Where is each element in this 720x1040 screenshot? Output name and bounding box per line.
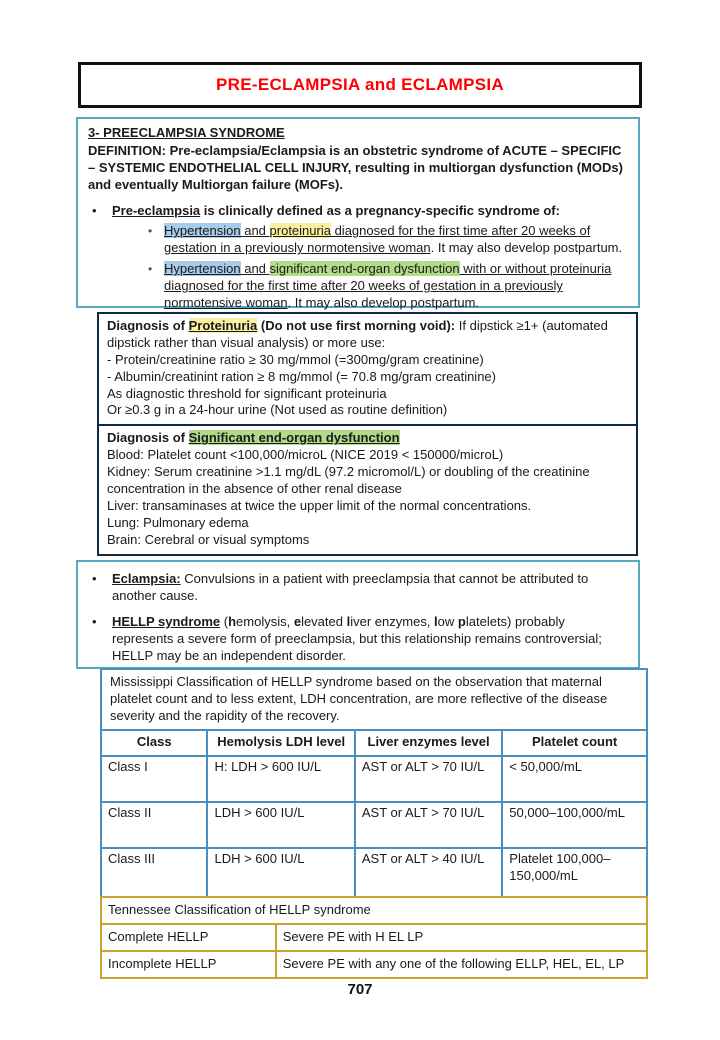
proteinuria-line: Or ≥0.3 g in a 24-hour urine (Not used as routine definition)	[107, 402, 448, 418]
table-cell: Platelet 100,000–150,000/mL	[502, 848, 647, 897]
table-cell: Class III	[101, 848, 207, 897]
proteinuria-heading: Diagnosis of Proteinuria (Do not use first morning void): If dipstick ≥1+ (automated dipstick rather than visual analysis) or more use:	[107, 318, 608, 350]
sub-bullet-hypertension-proteinuria-text: Hypertension and proteinuria diagnosed for the first time after 20 weeks of gestation in a previously normotensive woman. It may also develop postpartum.	[164, 223, 623, 256]
end-organ-diagnosis-box	[97, 426, 638, 555]
diagnosis-boxes	[97, 312, 638, 556]
tennessee-classification-table	[100, 896, 648, 979]
table-cell: LDH > 600 IU/L	[207, 848, 354, 897]
table-row-incomplete-hellp	[101, 951, 647, 978]
proteinuria-line: - Albumin/creatinint ration ≥ 8 mg/mmol (= 70.8 mg/gram creatinine)	[107, 368, 496, 384]
mississippi-section	[100, 668, 648, 979]
proteinuria-line: - Protein/creatinine ratio ≥ 30 mg/mmol (=300mg/gram creatinine)	[107, 351, 484, 367]
table-cell: AST or ALT > 40 IU/L	[355, 848, 502, 897]
end-organ-line-blood: Blood: Platelet count <100,000/microL (NICE 2019 < 150000/microL)	[107, 447, 504, 463]
end-organ-line-lung: Lung: Pulmonary edema	[107, 514, 249, 530]
bullet-hellp-syndrome	[88, 614, 628, 665]
proteinuria-line: As diagnostic threshold for significant proteinuria	[107, 385, 387, 401]
table-header-row	[101, 730, 647, 756]
header-hemolysis: Hemolysis LDH level	[207, 730, 354, 756]
bullet-icon: •	[92, 613, 97, 629]
sub-bullet-hypertension-endorgan	[144, 261, 628, 312]
page-number: 707	[347, 981, 373, 998]
tennessee-title-row	[101, 897, 647, 924]
header-liver-enzymes: Liver enzymes level	[355, 730, 502, 756]
table-cell: 50,000–100,000/mL	[502, 802, 647, 848]
table-cell: AST or ALT > 70 IU/L	[355, 756, 502, 802]
bullet-icon: •	[148, 262, 153, 277]
page-title: PRE-ECLAMPSIA and ECLAMPSIA	[216, 74, 504, 94]
definition-text: DEFINITION: Pre-eclampsia/Eclampsia is an obstetric syndrome of ACUTE – SPECIFIC – SYSTEMIC ENDOTHELIAL CELL INJURY, resulting in multiorgan dysfunction (MODs) and eventually Multiorgan failure (MOFs).	[88, 142, 623, 192]
bullet-eclampsia-text: Eclampsia: Convulsions in a patient with preeclampsia that cannot be attributed to another cause.	[112, 571, 589, 603]
table-cell: Complete HELLP	[101, 924, 276, 951]
table-cell: Severe PE with H EL LP	[276, 924, 647, 951]
sub-bullet-hypertension-endorgan-text: Hypertension and significant end-organ dysfunction with or without proteinuria diagnosed for the first time after 20 weeks of gestation in a previously normotensive woman. It may also develop postpartum.	[164, 261, 612, 311]
end-organ-line-liver: Liver: transaminases at twice the upper limit of the normal concentrations.	[107, 497, 532, 513]
bullet-pre-eclampsia-text: Pre-eclampsia is clinically defined as a pregnancy-specific syndrome of:	[112, 202, 560, 218]
table-cell: LDH > 600 IU/L	[207, 802, 354, 848]
end-organ-heading: Diagnosis of Significant end-organ dysfunction	[107, 430, 400, 446]
bullet-icon: •	[148, 224, 153, 239]
end-organ-line-kidney: Kidney: Serum creatinine >1.1 mg/dL (97.2 micromol/L) or doubling of the creatinine concentration in the absence of other renal disease	[107, 464, 590, 497]
end-organ-line-brain: Brain: Cerebral or visual symptoms	[107, 531, 310, 547]
table-cell: Class II	[101, 802, 207, 848]
table-row-class1	[101, 756, 647, 802]
mississippi-intro: Mississippi Classification of HELLP syndrome based on the observation that maternal platelet count and to less extent, LDH concentration, are more reflective of the disease severity and the rapidity of the recovery.	[100, 668, 648, 731]
table-row-class3	[101, 848, 647, 897]
header-class: Class	[101, 730, 207, 756]
table-row-class2	[101, 802, 647, 848]
bullet-icon: •	[92, 571, 97, 586]
sub-bullet-hypertension-proteinuria	[144, 223, 628, 257]
bullet-icon: •	[92, 202, 97, 218]
table-row-complete-hellp	[101, 924, 647, 951]
tennessee-title: Tennessee Classification of HELLP syndrome	[101, 897, 647, 924]
mississippi-classification-table	[100, 729, 648, 898]
table-cell: H: LDH > 600 IU/L	[207, 756, 354, 802]
bullet-eclampsia	[88, 571, 628, 605]
syndrome-heading: 3- PREECLAMPSIA SYNDROME	[88, 125, 285, 140]
proteinuria-diagnosis-box	[97, 312, 638, 426]
table-cell: Incomplete HELLP	[101, 951, 276, 978]
table-cell: < 50,000/mL	[502, 756, 647, 802]
bullet-pre-eclampsia	[88, 203, 628, 220]
preeclampsia-syndrome-box	[76, 117, 640, 311]
bullet-hellp-syndrome-text: HELLP syndrome (hemolysis, elevated liver enzymes, low platelets) probably represents a severe form of preeclampsia, but this relationship remains controversial; HELLP may be an independent disorder.	[112, 613, 602, 663]
header-platelet-count: Platelet count	[502, 730, 647, 756]
eclampsia-hellp-box	[76, 560, 640, 669]
title-box	[78, 62, 642, 108]
table-cell: Class I	[101, 756, 207, 802]
table-cell: AST or ALT > 70 IU/L	[355, 802, 502, 848]
table-cell: Severe PE with any one of the following ELLP, HEL, EL, LP	[276, 951, 647, 978]
